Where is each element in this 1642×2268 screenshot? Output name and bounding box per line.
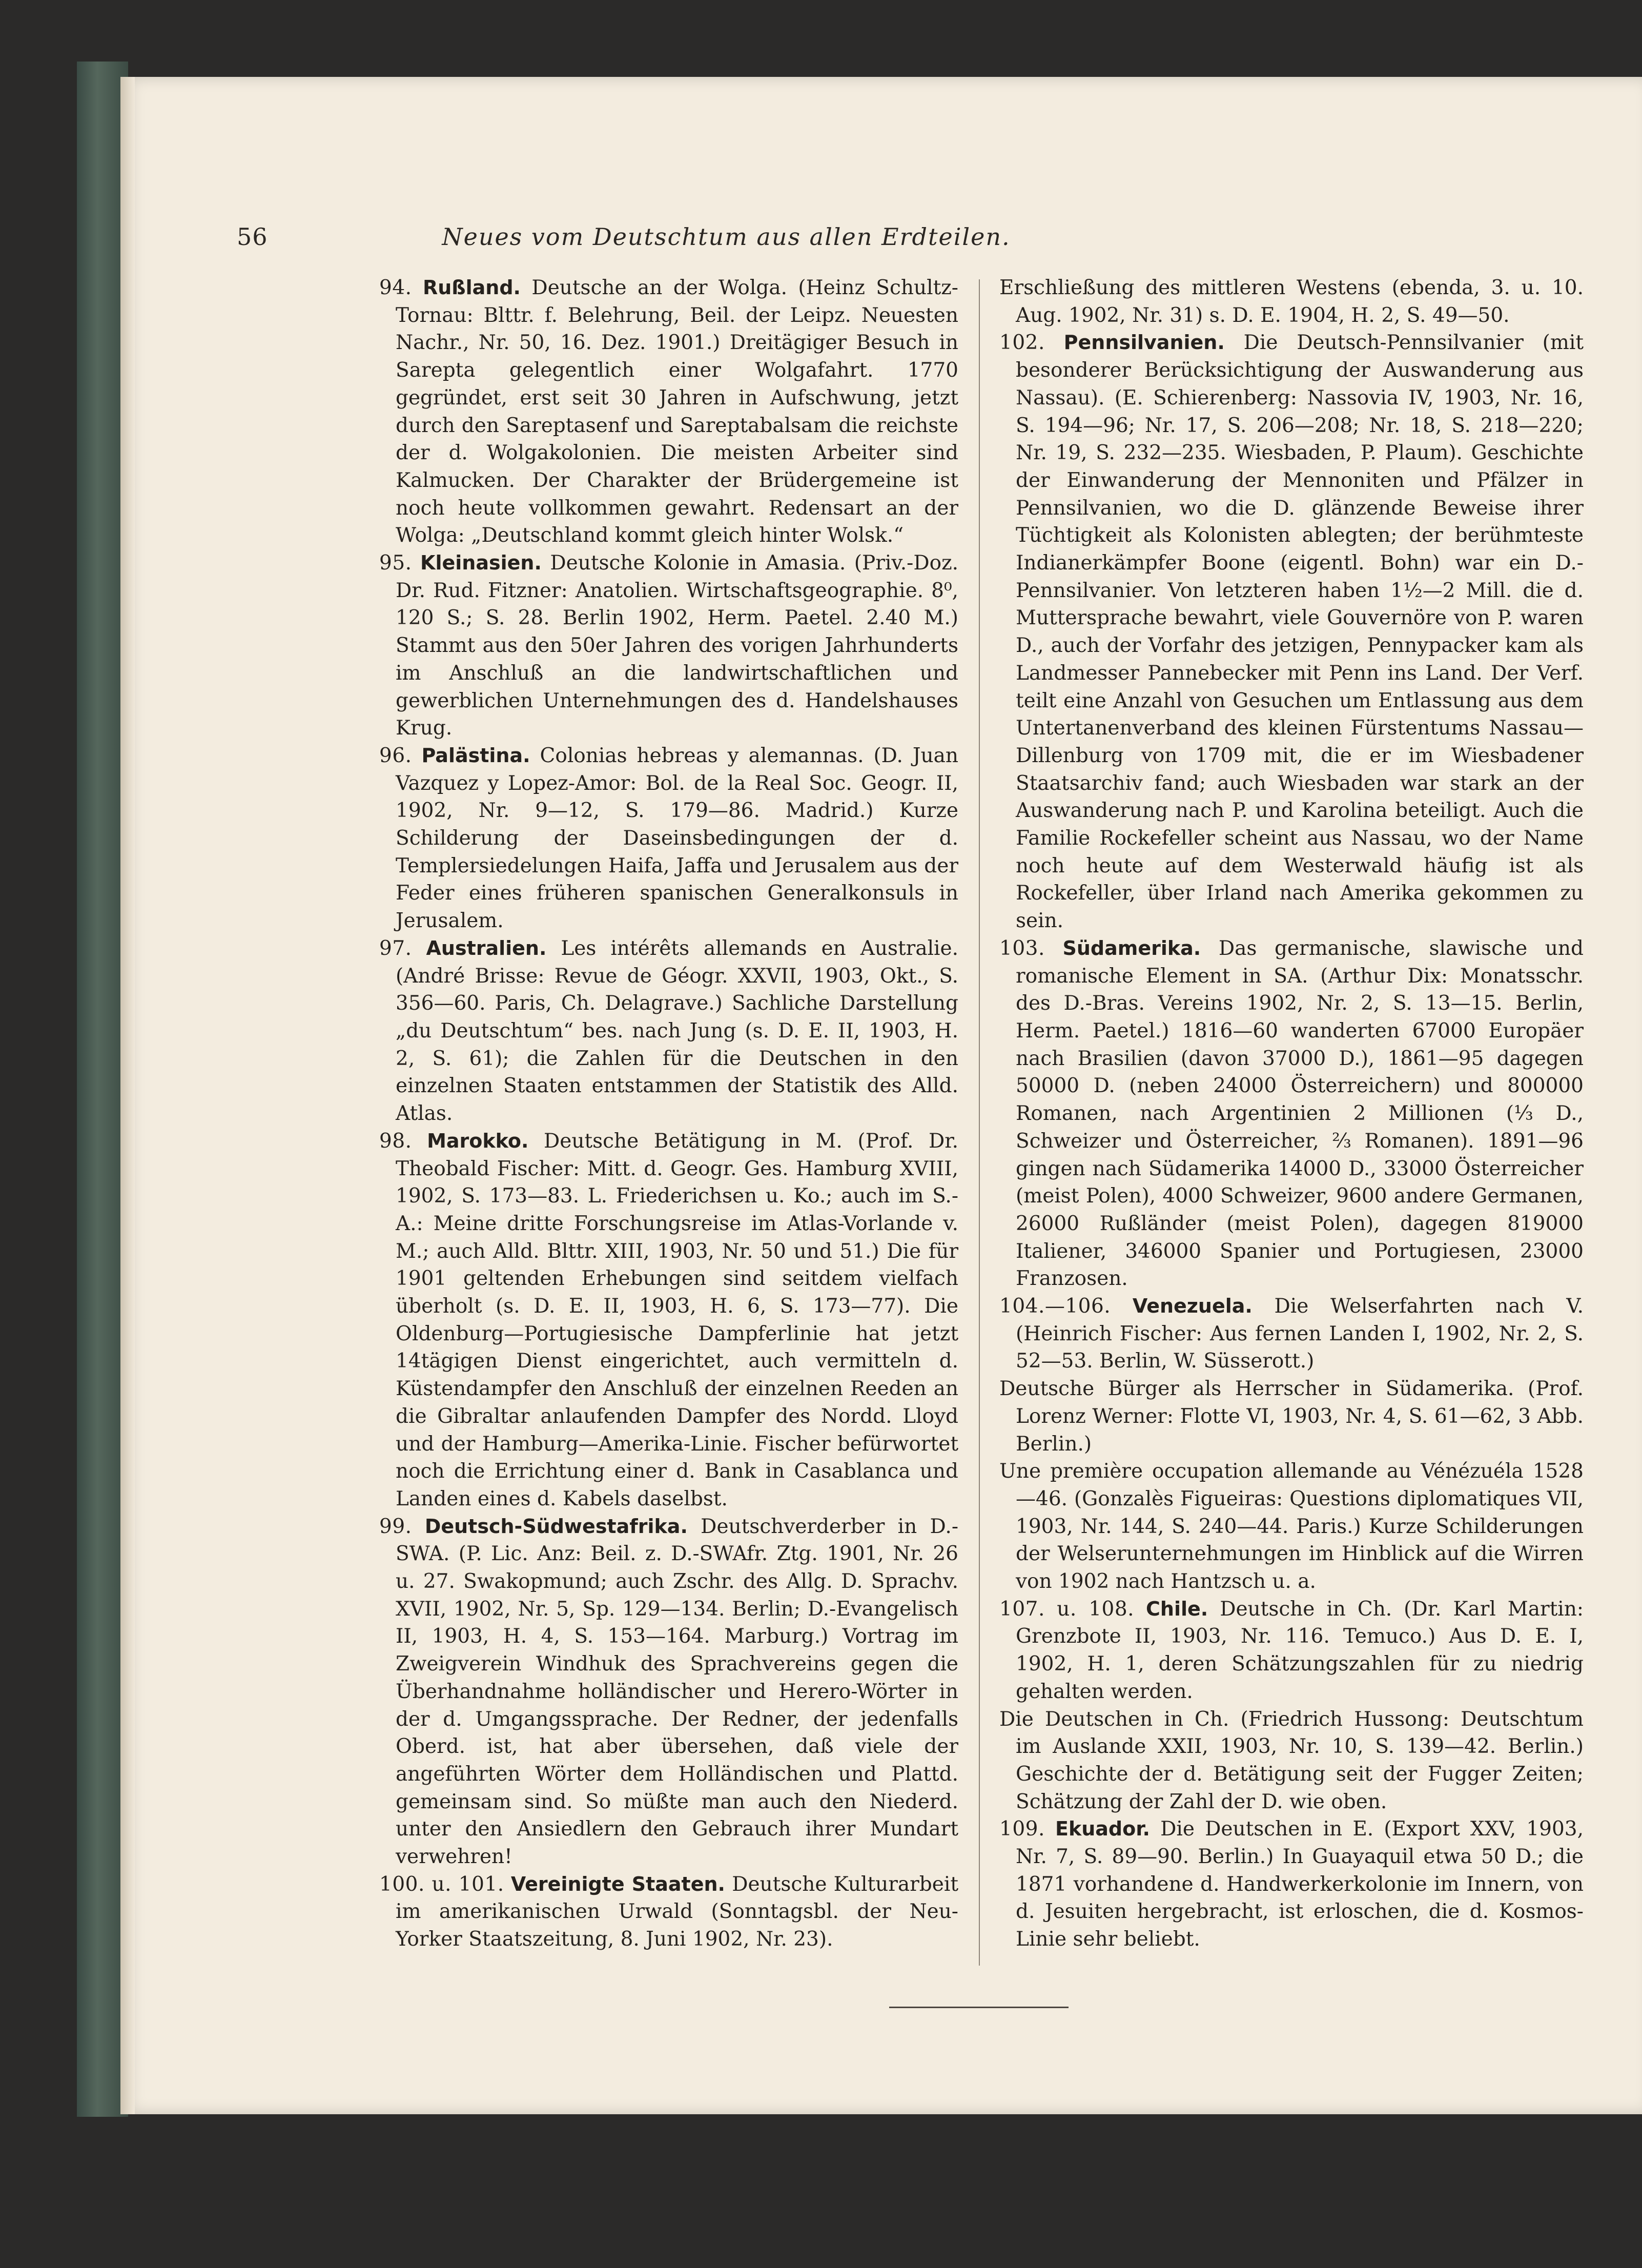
entry-94 xyxy=(379,274,958,549)
entry-number: 94. xyxy=(379,276,412,299)
entry-text: Die Deutschen in E. (Export XXV, 1903, Nr. 7, S. 89—90. Berlin.) In Guayaquil etwa 50 D.; die 1871 vorhandene d. Handwerkerkolonie im Innern, von d. Jesuiten hergebracht, ist erloschen, die d. Kosmos-Linie sehr beliebt. xyxy=(1016,1817,1584,1951)
running-head: Neues vom Deutschtum aus allen Erdteilen. xyxy=(442,223,1011,251)
entry-95 xyxy=(379,549,958,742)
entry-text: Deutsche Kulturarbeit im amerikanischen Urwald (Sonntagsbl. der Neu-Yorker Staatszeitung, 8. Juni 1902, Nr. 23). xyxy=(396,1872,958,1951)
entry-104-106 xyxy=(999,1293,1584,1375)
entry-heading: Venezuela. xyxy=(1132,1295,1253,1318)
entry-number: 98. xyxy=(379,1129,412,1153)
entry-text: Die Deutsch-Pennsilvanier (mit besonderer Berücksichtigung der Auswanderung aus Nassau). (E. Schierenberg: Nassovia IV, 1903, Nr. 16, S. 194—96; Nr. 17, S. 206—208; Nr. 18, S. 218—220; Nr. 19, S. 232—235. Wiesbaden, P. Plaum). Geschichte der Einwanderung der Mennoniten und Pfälzer in Pennsilvanien, wo die D. glänzende Beweise ihrer Tüchtigkeit als Kolonisten ablegten; der berühmteste Indianerkämpfer Boone (eigentl. Bohn) war ein D.-Pennsilvanier. Von letzteren haben 1½—2 Mill. die d. Muttersprache bewahrt, viele Gouvernöre von P. waren D., auch der Vorfahr des jetzigen, Pennypacker kam als Landmesser Pannebecker mit Penn ins Land. Der Verf. teilt eine Anzahl von Gesuchen um Entlassung aus dem Untertanenverband des kleinen Fürstentums Nassau—Dillenburg von 1709 mit, die er im Wiesbadener Staatsarchiv fand; auch Wiesbaden war stark an der Auswanderung nach P. und Karolina beteiligt. Auch die Familie Rockefeller scheint aus Nassau, wo der Name noch heute auf dem Westerwald häufig ist als Rockefeller, über Irland nach Amerika gekommen zu sein. xyxy=(1016,331,1584,933)
entry-number: 109. xyxy=(999,1817,1045,1841)
entry-text: Deutsche Kolonie in Amasia. (Priv.-Doz. Dr. Rud. Fitzner: Anatolien. Wirtschaftsgeographie. 8⁰, 120 S.; S. 28. Berlin 1902, Herm. Paetel. 2.40 M.) Stammt aus den 50er Jahren des vorigen Jahrhunderts im Anschluß an die landwirtschaftlichen und gewerblichen Unternehmungen des d. Handelshauses Krug. xyxy=(396,551,959,740)
entry-heading: Marokko. xyxy=(427,1129,529,1152)
bottom-rule xyxy=(889,2007,1069,2008)
entry-sub-venezuela-2 xyxy=(999,1458,1584,1596)
entry-109 xyxy=(999,1815,1584,1953)
entry-number: 103. xyxy=(999,936,1045,960)
entry-99 xyxy=(379,1513,958,1871)
entry-heading: Australien. xyxy=(426,936,547,959)
entry-text: Deutsche in Ch. (Dr. Karl Martin: Grenzbote II, 1903, Nr. 116. Temuco.) Aus D. E. I, 1902, H. 1, deren Schätzungszahlen für zu niedrig gehalten werden. xyxy=(1016,1597,1584,1703)
entry-text: Colonias hebreas y alemannas. (D. Juan Vazquez y Lopez-Amor: Bol. de la Real Soc. Geogr. II, 1902, Nr. 9—12, S. 179—86. Madrid.) Kurze Schilderung der Daseinsbedingungen der d. Templersiedelungen Haifa, Jaffa und Jerusalem aus der Feder eines früheren spanischen Generalkonsuls in Jerusalem. xyxy=(396,744,958,933)
entry-96 xyxy=(379,742,958,935)
entry-heading: Ekuador. xyxy=(1055,1817,1150,1841)
entry-heading: Kleinasien. xyxy=(420,551,542,575)
entry-102 xyxy=(999,329,1584,934)
entry-number: 99. xyxy=(379,1515,412,1538)
entry-text: Les intérêts allemands en Australie. (André Brisse: Revue de Géogr. XXVII, 1903, Okt., S. 356—60. Paris, Ch. Delagrave.) Sachliche Darstellung „du Deutschtum“ bes. nach Jung (s. D. E. II, 1903, H. 2, S. 61); die Zahlen für die Deutschen in den einzelnen Staaten entstammen der Statistik des Alld. Atlas. xyxy=(396,936,958,1126)
entry-number: 102. xyxy=(999,331,1045,355)
entry-98 xyxy=(379,1128,958,1513)
entry-heading: Südamerika. xyxy=(1062,936,1201,959)
entry-text: Erschließung des mittleren Westens (ebenda, 3. u. 10. Aug. 1902, Nr. 31) s. D. E. 1904, H. 2, S. 49—50. xyxy=(999,276,1584,327)
entry-text: Deutsche Bürger als Herrscher in Südamerika. (Prof. Lorenz Werner: Flotte VI, 1903, Nr. 4, S. 61—62, 3 Abb. Berlin.) xyxy=(999,1377,1584,1456)
page-number: 56 xyxy=(237,223,268,251)
column-divider xyxy=(979,279,980,1966)
entry-heading: Pennsilvanien. xyxy=(1063,331,1225,354)
page-header xyxy=(237,223,1216,255)
entry-continuation xyxy=(999,274,1584,329)
entry-sub-venezuela-1 xyxy=(999,1375,1584,1458)
entry-text: Deutsche Betätigung in M. (Prof. Dr. Theobald Fischer: Mitt. d. Geogr. Ges. Hamburg XVIII, 1902, S. 173—83. L. Friederichsen u. Ko.; auch im S.-A.: Meine dritte Forschungsreise im Atlas-Vorlande v. M.; auch Alld. Blttr. XIII, 1903, Nr. 50 und 51.) Die für 1901 geltenden Erhebungen sind seitdem vielfach überholt (s. D. E. II, 1903, H. 6, S. 173—77). Die Oldenburg—Portugiesische Dampferlinie hat jetzt 14tägigen Dienst eingerichtet, auch vermitteln d. Küstendampfer den Anschluß der einzelnen Reeden an die Gibraltar anlaufenden Dampfer des Nordd. Lloyd und der Hamburg—Amerika-Linie. Fischer befürwortet noch die Errichtung einer d. Bank in Casablanca und Landen eines d. Kabels daselbst. xyxy=(396,1129,958,1510)
entry-100-101 xyxy=(379,1871,958,1953)
entry-text: Das germanische, slawische und romanische Element in SA. (Arthur Dix: Monatsschr. des D.-Bras. Vereins 1902, Nr. 2, S. 13—15. Berlin, Herm. Paetel.) 1816—60 wanderten 67000 Europäer nach Brasilien (davon 37000 D.), 1861—95 dagegen 50000 D. (neben 24000 Österreichern) und 800000 Romanen, nach Argentinien 2 Millionen (⅓ D., Schweizer und Österreicher, ⅔ Romanen). 1891—96 gingen nach Südamerika 14000 D., 33000 Österreicher (meist Polen), 4000 Schweizer, 9600 andere Germanen, 26000 Rußländer (meist Polen), dagegen 819000 Italiener, 346000 Spanier und Portugiesen, 23000 Franzosen. xyxy=(1016,936,1584,1291)
entry-text: Une première occupation allemande au Vénézuéla 1528—46. (Gonzalès Figueiras: Questions diplomatiques VII, 1903, Nr. 144, S. 240—44. Paris.) Kurze Schilderungen der Welserunternehmungen im Hinblick auf die Wirren von 1902 nach Hantzsch u. a. xyxy=(999,1460,1584,1593)
entry-number: 95. xyxy=(379,551,412,575)
entry-97 xyxy=(379,935,958,1128)
entry-107-108 xyxy=(999,1596,1584,1706)
entry-number: 107. u. 108. xyxy=(999,1597,1135,1621)
entry-heading: Deutsch-Südwestafrika. xyxy=(424,1515,688,1538)
entry-number: 96. xyxy=(379,744,412,767)
entry-heading: Palästina. xyxy=(421,744,530,767)
entry-text: Die Deutschen in Ch. (Friedrich Hussong: Deutschtum im Auslande XXII, 1903, Nr. 10, S. 139—42. Berlin.) Geschichte der d. Betätigung seit der Fugger Zeiten; Schätzung der Zahl der D. wie oben. xyxy=(999,1707,1584,1813)
entry-number: 104.—106. xyxy=(999,1295,1111,1318)
entry-number: 97. xyxy=(379,936,412,960)
entry-text: Deutschverderber in D.-SWA. (P. Lic. Anz: Beil. z. D.-SWAfr. Ztg. 1901, Nr. 26 u. 27. Swakopmund; auch Zschr. des Allg. D. Sprachv. XVII, 1902, Nr. 5, Sp. 129—134. Berlin; D.-Evangelisch II, 1903, H. 4, S. 153—164. Marburg.) Vortrag im Zweigverein Windhuk des Sprachvereins gegen die Überhandnahme holländischer und Herero-Wörter in der d. Umgangssprache. Der Redner, der jedenfalls Oberd. ist, hat aber übersehen, daß viele der angeführten Wörter dem Holländischen und Plattd. gemeinsam sind. So müßte man auch den Niederd. unter den Ansiedlern den Gebrauch ihrer Mundart verwehren! xyxy=(396,1515,958,1869)
entry-heading: Chile. xyxy=(1146,1597,1208,1620)
entry-heading: Vereinigte Staaten. xyxy=(510,1872,725,1895)
entry-number: 100. u. 101. xyxy=(379,1872,504,1896)
entry-heading: Rußland. xyxy=(422,276,521,299)
entry-sub-chile xyxy=(999,1706,1584,1816)
entry-103 xyxy=(999,935,1584,1293)
right-column xyxy=(999,274,1584,1953)
left-column xyxy=(379,274,958,1953)
entry-text: Deutsche an der Wolga. (Heinz Schultz-Tornau: Blttr. f. Belehrung, Beil. der Leipz. Neuesten Nachr., Nr. 50, 16. Dez. 1901.) Dreitägiger Besuch in Sarepta gelegentlich einer Wolgafahrt. 1770 gegründet, erst seit 30 Jahren in Aufschwung, jetzt durch den Sareptasenf und Sareptabalsam die reichste der d. Wolgakolonien. Die meisten Arbeiter sind Kalmucken. Der Charakter der Brüdergemeine ist noch heute vollkommen gewahrt. Redensart an der Wolga: „Deutschland kommt gleich hinter Wolsk.“ xyxy=(396,276,958,547)
entry-text: Die Welserfahrten nach V. (Heinrich Fischer: Aus fernen Landen I, 1902, Nr. 2, S. 52—53. Berlin, W. Süsserott.) xyxy=(1016,1295,1584,1373)
